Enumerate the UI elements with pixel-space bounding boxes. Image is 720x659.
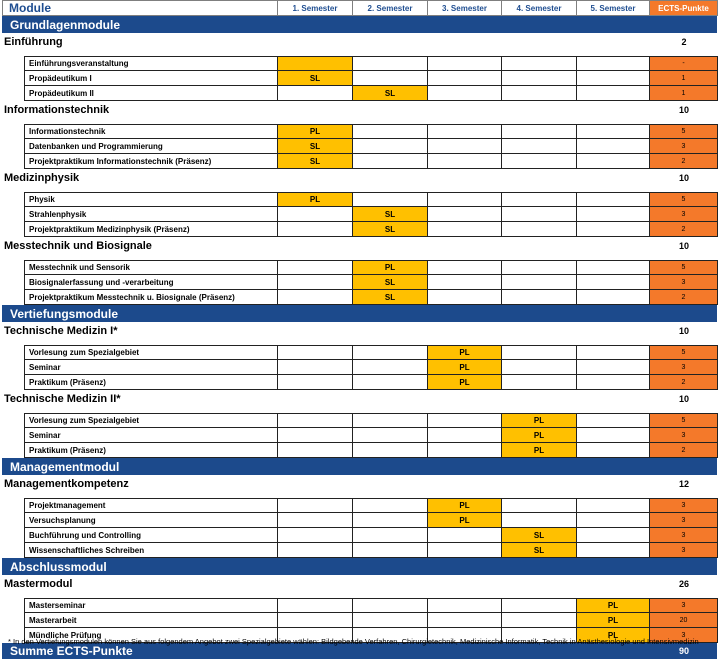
semester-5-cell (577, 498, 650, 513)
course-label: Physik (24, 192, 278, 207)
semester-2-cell: SL (353, 207, 428, 222)
section-points: 10 (678, 105, 689, 115)
ects-cell: 3 (650, 498, 718, 513)
ects-cell: 3 (650, 360, 718, 375)
semester-1-cell (278, 443, 353, 458)
section-title: Informationstechnik (4, 104, 110, 116)
semester-1-cell (278, 56, 353, 71)
semester-5-cell (577, 222, 650, 237)
semester-4-cell: PL (502, 413, 577, 428)
header-semester-4: 4. Semester (502, 0, 577, 16)
table-row (0, 528, 720, 543)
section-points: 10 (678, 173, 689, 183)
semester-1-cell: PL (278, 192, 353, 207)
semester-2-cell (353, 345, 428, 360)
band-label: Managementmodul (2, 458, 717, 475)
semester-4-cell: PL (502, 428, 577, 443)
semester-1-cell (278, 207, 353, 222)
table-row (0, 71, 720, 86)
semester-1-cell (278, 275, 353, 290)
semester-3-cell (428, 192, 502, 207)
course-label: Biosignalerfassung und -verarbeitung (24, 275, 278, 290)
ects-cell: 2 (650, 290, 718, 305)
semester-5-cell (577, 443, 650, 458)
semester-5-cell (577, 528, 650, 543)
semester-1-cell (278, 86, 353, 101)
semester-2-cell (353, 428, 428, 443)
semester-3-cell: PL (428, 513, 502, 528)
section-points: 10 (678, 394, 689, 404)
semester-4-cell (502, 290, 577, 305)
semester-4-cell: PL (502, 443, 577, 458)
semester-1-cell (278, 375, 353, 390)
table-row (0, 498, 720, 513)
semester-3-cell (428, 543, 502, 558)
ects-cell: 5 (650, 192, 718, 207)
semester-3-cell (428, 613, 502, 628)
semester-1-cell: SL (278, 71, 353, 86)
header-module: Module (2, 0, 278, 16)
table-row (0, 56, 720, 71)
semester-3-cell: PL (428, 375, 502, 390)
semester-5-cell (577, 543, 650, 558)
section-row (0, 390, 720, 408)
semester-2-cell: SL (353, 275, 428, 290)
ects-cell: 2 (650, 222, 718, 237)
semester-2-cell (353, 139, 428, 154)
section-title: Einführung (4, 36, 63, 48)
header-ects: ECTS-Punkte (650, 0, 718, 16)
band-label: Grundlagenmodule (2, 16, 717, 33)
table-row (0, 443, 720, 458)
semester-3-cell (428, 290, 502, 305)
semester-2-cell (353, 413, 428, 428)
semester-1-cell (278, 360, 353, 375)
band-row (0, 305, 720, 322)
section-points: 12 (678, 479, 689, 489)
table-row (0, 192, 720, 207)
semester-3-cell (428, 124, 502, 139)
semester-1-cell (278, 260, 353, 275)
section-title: Medizinphysik (4, 172, 80, 184)
semester-1-cell (278, 543, 353, 558)
semester-5-cell: PL (577, 613, 650, 628)
course-label: Buchführung und Controlling (24, 528, 278, 543)
semester-4-cell (502, 498, 577, 513)
semester-3-cell (428, 222, 502, 237)
course-label: Informationstechnik (24, 124, 278, 139)
summary-points: 90 (678, 646, 689, 656)
semester-4-cell (502, 275, 577, 290)
semester-5-cell (577, 207, 650, 222)
course-label: Strahlenphysik (24, 207, 278, 222)
section-row (0, 575, 720, 593)
semester-5-cell (577, 360, 650, 375)
course-label: Vorlesung zum Spezialgebiet (24, 345, 278, 360)
semester-5-cell (577, 275, 650, 290)
semester-4-cell (502, 613, 577, 628)
semester-1-cell (278, 290, 353, 305)
header-semester-3: 3. Semester (428, 0, 502, 16)
semester-1-cell (278, 498, 353, 513)
section-points: 26 (678, 579, 689, 589)
semester-3-cell (428, 154, 502, 169)
semester-3-cell: PL (428, 345, 502, 360)
semester-3-cell: PL (428, 360, 502, 375)
table-row (0, 86, 720, 101)
semester-5-cell (577, 139, 650, 154)
semester-4-cell (502, 124, 577, 139)
semester-5-cell (577, 428, 650, 443)
semester-4-cell (502, 345, 577, 360)
semester-1-cell (278, 613, 353, 628)
course-label: Einführungsveranstaltung (24, 56, 278, 71)
table-row (0, 222, 720, 237)
band-row (0, 558, 720, 575)
semester-5-cell (577, 56, 650, 71)
course-label: Vorlesung zum Spezialgebiet (24, 413, 278, 428)
semester-5-cell (577, 124, 650, 139)
semester-4-cell (502, 375, 577, 390)
band-label: Vertiefungsmodule (2, 305, 717, 322)
course-label: Masterseminar (24, 598, 278, 613)
semester-3-cell (428, 139, 502, 154)
semester-5-cell (577, 71, 650, 86)
table-body (0, 16, 720, 643)
semester-2-cell (353, 528, 428, 543)
ects-cell: - (650, 56, 718, 71)
section-points: 2 (681, 37, 687, 47)
semester-2-cell: PL (353, 260, 428, 275)
semester-3-cell (428, 598, 502, 613)
header-semester-5: 5. Semester (577, 0, 650, 16)
course-label: Projektpraktikum Informationstechnik (Präsenz) (24, 154, 278, 169)
section-title: Technische Medizin II* (4, 393, 121, 405)
semester-4-cell (502, 598, 577, 613)
header-semester-1: 1. Semester (278, 0, 353, 16)
ects-cell: 3 (650, 139, 718, 154)
semester-2-cell: SL (353, 222, 428, 237)
table-row (0, 290, 720, 305)
section-row (0, 237, 720, 255)
course-label: Seminar (24, 428, 278, 443)
ects-cell: 2 (650, 154, 718, 169)
table-row (0, 428, 720, 443)
course-label: Projektpraktikum Medizinphysik (Präsenz) (24, 222, 278, 237)
semester-1-cell: SL (278, 154, 353, 169)
header-semester-2: 2. Semester (353, 0, 428, 16)
section-title: Messtechnik und Biosignale (4, 240, 152, 252)
course-label: Propädeutikum II (24, 86, 278, 101)
ects-cell: 3 (650, 628, 718, 643)
table-row (0, 124, 720, 139)
table-row (0, 543, 720, 558)
semester-3-cell (428, 86, 502, 101)
course-label: Wissenschaftliches Schreiben (24, 543, 278, 558)
section-row (0, 322, 720, 340)
semester-2-cell (353, 154, 428, 169)
course-label: Datenbanken und Programmierung (24, 139, 278, 154)
section-title: Technische Medizin I* (4, 325, 118, 337)
semester-3-cell (428, 528, 502, 543)
table-row (0, 207, 720, 222)
semester-1-cell (278, 428, 353, 443)
semester-2-cell (353, 124, 428, 139)
ects-cell: 20 (650, 613, 718, 628)
semester-5-cell (577, 413, 650, 428)
semester-5-cell: PL (577, 598, 650, 613)
ects-cell: 3 (650, 513, 718, 528)
section-row (0, 475, 720, 493)
ects-cell: 2 (650, 443, 718, 458)
ects-cell: 5 (650, 124, 718, 139)
semester-3-cell (428, 443, 502, 458)
band-row (0, 458, 720, 475)
ects-cell: 1 (650, 71, 718, 86)
semester-3-cell (428, 207, 502, 222)
semester-4-cell (502, 513, 577, 528)
semester-2-cell (353, 192, 428, 207)
course-label: Messtechnik und Sensorik (24, 260, 278, 275)
table-row (0, 260, 720, 275)
semester-4-cell (502, 360, 577, 375)
semester-4-cell (502, 260, 577, 275)
table-row (0, 154, 720, 169)
semester-2-cell (353, 598, 428, 613)
ects-cell: 5 (650, 260, 718, 275)
semester-5-cell (577, 192, 650, 207)
semester-2-cell (353, 360, 428, 375)
table-row (0, 275, 720, 290)
ects-cell: 3 (650, 207, 718, 222)
semester-4-cell (502, 154, 577, 169)
ects-cell: 3 (650, 428, 718, 443)
footnote: * In den Vertiefungsmodulen können Sie aus folgendem Angebot zwei Spezialgebiete wählen: Bildgebende Verfahren, Chirurgietechnik, Medizinische Informatik, Technik in Anästhesiologie und Intensivmedizin (8, 637, 699, 646)
semester-3-cell (428, 56, 502, 71)
semester-3-cell: PL (428, 498, 502, 513)
semester-1-cell (278, 345, 353, 360)
semester-2-cell: SL (353, 290, 428, 305)
semester-5-cell (577, 375, 650, 390)
table-row (0, 375, 720, 390)
semester-5-cell (577, 154, 650, 169)
semester-4-cell (502, 139, 577, 154)
semester-2-cell: SL (353, 86, 428, 101)
semester-3-cell (428, 260, 502, 275)
ects-cell: 3 (650, 275, 718, 290)
semester-1-cell: PL (278, 124, 353, 139)
semester-2-cell (353, 513, 428, 528)
course-label: Praktikum (Präsenz) (24, 375, 278, 390)
semester-1-cell (278, 528, 353, 543)
ects-cell: 3 (650, 543, 718, 558)
summary-label: Summe ECTS-Punkte (2, 643, 717, 659)
semester-3-cell (428, 428, 502, 443)
semester-4-cell (502, 56, 577, 71)
semester-4-cell (502, 222, 577, 237)
section-row (0, 101, 720, 119)
course-label: Projektmanagement (24, 498, 278, 513)
section-title: Managementkompetenz (4, 478, 129, 490)
semester-2-cell (353, 498, 428, 513)
course-label: Mündliche Prüfung (24, 628, 278, 643)
band-label: Abschlussmodul (2, 558, 717, 575)
semester-4-cell (502, 71, 577, 86)
table-row (0, 413, 720, 428)
semester-5-cell: PL (577, 628, 650, 643)
semester-2-cell (353, 543, 428, 558)
section-points: 10 (678, 241, 689, 251)
ects-cell: 2 (650, 375, 718, 390)
section-row (0, 33, 720, 51)
semester-5-cell (577, 260, 650, 275)
table-row (0, 360, 720, 375)
table-header (0, 0, 720, 16)
semester-1-cell (278, 222, 353, 237)
ects-cell: 1 (650, 86, 718, 101)
semester-4-cell: SL (502, 528, 577, 543)
semester-2-cell (353, 443, 428, 458)
semester-5-cell (577, 290, 650, 305)
ects-cell: 5 (650, 413, 718, 428)
semester-1-cell (278, 413, 353, 428)
course-label: Seminar (24, 360, 278, 375)
semester-5-cell (577, 513, 650, 528)
band-row (0, 16, 720, 33)
semester-4-cell (502, 207, 577, 222)
semester-2-cell (353, 375, 428, 390)
table-row (0, 513, 720, 528)
course-label: Versuchsplanung (24, 513, 278, 528)
semester-2-cell (353, 56, 428, 71)
course-label: Projektpraktikum Messtechnik u. Biosignale (Präsenz) (24, 290, 278, 305)
semester-3-cell (428, 71, 502, 86)
table-row (0, 598, 720, 613)
semester-4-cell (502, 192, 577, 207)
section-title: Mastermodul (4, 578, 73, 590)
semester-1-cell (278, 598, 353, 613)
semester-3-cell (428, 275, 502, 290)
section-row (0, 169, 720, 187)
semester-1-cell (278, 513, 353, 528)
semester-3-cell (428, 413, 502, 428)
section-points: 10 (678, 326, 689, 336)
semester-2-cell (353, 613, 428, 628)
ects-cell: 3 (650, 598, 718, 613)
table-row (0, 613, 720, 628)
semester-4-cell (502, 86, 577, 101)
course-label: Propädeutikum I (24, 71, 278, 86)
course-label: Praktikum (Präsenz) (24, 443, 278, 458)
ects-cell: 3 (650, 528, 718, 543)
course-label: Masterarbeit (24, 613, 278, 628)
ects-cell: 5 (650, 345, 718, 360)
semester-5-cell (577, 86, 650, 101)
semester-2-cell (353, 71, 428, 86)
table-row (0, 345, 720, 360)
semester-1-cell: SL (278, 139, 353, 154)
semester-5-cell (577, 345, 650, 360)
semester-4-cell: SL (502, 543, 577, 558)
table-row (0, 139, 720, 154)
